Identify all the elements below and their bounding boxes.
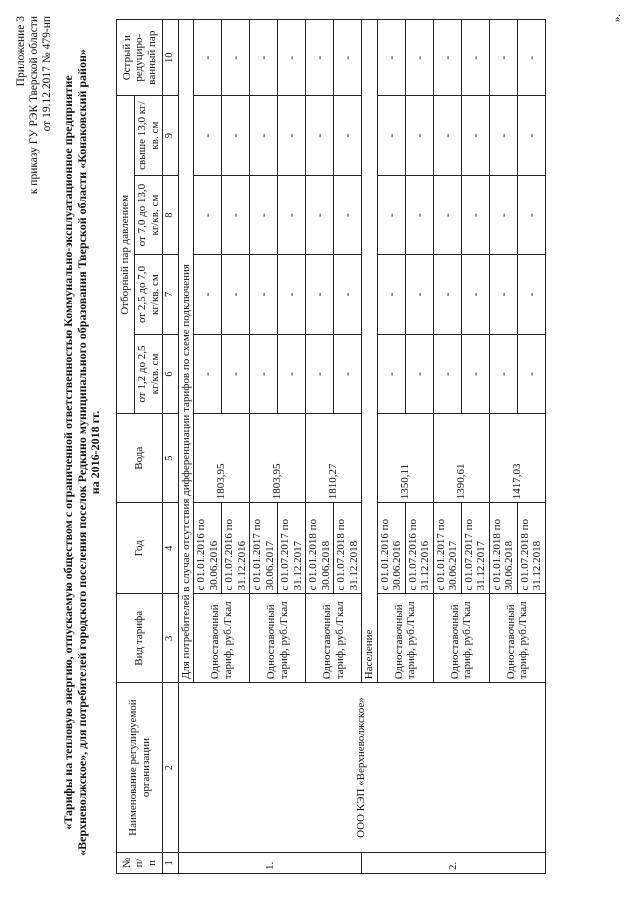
empty-value-dash: - <box>334 96 362 176</box>
empty-value-dash: - <box>278 175 306 254</box>
column-index: 5 <box>163 414 179 503</box>
empty-value-dash: - <box>433 20 461 96</box>
tariff-type: Одноставочный тариф, руб./Гкал <box>250 594 306 683</box>
header-steam-group: Отборный пар давлением <box>117 96 135 414</box>
empty-value-dash: - <box>433 175 461 254</box>
empty-value-dash: - <box>433 96 461 176</box>
column-index: 1 <box>163 852 179 873</box>
tariff-type: Одноставочный тариф, руб./Гкал <box>194 594 250 683</box>
document-title <box>62 20 103 885</box>
empty-value-dash: - <box>194 334 222 413</box>
period-cell: с 01.07.2016 по 31.12.2016 <box>222 503 250 594</box>
title-line-1: «Тарифы на тепловую энергию, отпускаемую обществом с ограниченной ответственностью Коммунально-эксплуатационное предприятие <box>61 75 75 830</box>
empty-value-dash: - <box>334 334 362 413</box>
period-cell: с 01.07.2017 по 31.12.2017 <box>461 503 489 594</box>
tariff-type: Одноставочный тариф, руб./Гкал <box>433 594 489 683</box>
empty-value-dash: - <box>489 20 517 96</box>
empty-value-dash: - <box>377 96 405 176</box>
empty-value-dash: - <box>517 96 545 176</box>
organization-name: ООО КЭП «Верхневолжское» <box>178 683 545 853</box>
empty-value-dash: - <box>306 96 334 176</box>
empty-value-dash: - <box>405 255 433 334</box>
period-cell: с 01.01.2017 по 30.06.2017 <box>433 503 461 594</box>
empty-value-dash: - <box>405 20 433 96</box>
water-tariff-value: 1350,11 <box>377 414 433 503</box>
period-cell: с 01.01.2016 по 30.06.2016 <box>377 503 405 594</box>
period-cell: с 01.01.2016 по 30.06.2016 <box>194 503 222 594</box>
empty-value-dash: - <box>489 175 517 254</box>
empty-value-dash: - <box>517 334 545 413</box>
title-line-3: на 2016-2018 гг. <box>88 410 102 495</box>
period-cell: с 01.07.2016 по 31.12.2016 <box>405 503 433 594</box>
section-number: 2. <box>362 852 546 873</box>
empty-value-dash: - <box>517 175 545 254</box>
period-cell: с 01.07.2018 по 31.12.2018 <box>517 503 545 594</box>
header-steam-3: от 7,0 до 13,0 кг/кв. см <box>135 175 163 254</box>
empty-value-dash: - <box>194 255 222 334</box>
empty-value-dash: - <box>377 255 405 334</box>
header-year: Год <box>117 503 163 594</box>
tariff-table <box>116 19 546 874</box>
empty-value-dash: - <box>278 96 306 176</box>
header-org: Наименование регулируемой организации <box>117 683 163 853</box>
empty-value-dash: - <box>222 96 250 176</box>
column-index: 9 <box>163 96 179 176</box>
period-cell: с 01.01.2017 по 30.06.2017 <box>250 503 278 594</box>
column-index: 7 <box>163 255 179 334</box>
empty-value-dash: - <box>250 175 278 254</box>
column-index: 4 <box>163 503 179 594</box>
period-cell: с 01.01.2018 по 30.06.2018 <box>489 503 517 594</box>
header-tariff: Вид тарифа <box>117 594 163 683</box>
period-cell: с 01.07.2017 по 31.12.2017 <box>278 503 306 594</box>
empty-value-dash: - <box>334 175 362 254</box>
section-title: Население <box>362 20 378 683</box>
empty-value-dash: - <box>489 96 517 176</box>
empty-value-dash: - <box>306 175 334 254</box>
water-tariff-value: 1390,61 <box>433 414 489 503</box>
empty-value-dash: - <box>461 255 489 334</box>
empty-value-dash: - <box>306 334 334 413</box>
column-index: 2 <box>163 683 179 853</box>
header-row-1 <box>117 20 135 874</box>
appendix-date: от 19.12.2017 № 479-нп <box>41 16 53 132</box>
empty-value-dash: - <box>222 20 250 96</box>
empty-value-dash: - <box>377 334 405 413</box>
appendix-order: к приказу ГУ РЭК Тверской области <box>28 16 40 195</box>
empty-value-dash: - <box>489 334 517 413</box>
appendix-reference <box>15 16 54 194</box>
period-cell: с 01.01.2018 по 30.06.2018 <box>306 503 334 594</box>
empty-value-dash: - <box>278 255 306 334</box>
header-sharp-steam: Острый и редуциро-ванный пар <box>117 20 163 96</box>
empty-value-dash: - <box>461 20 489 96</box>
empty-value-dash: - <box>222 175 250 254</box>
empty-value-dash: - <box>250 334 278 413</box>
column-index: 3 <box>163 594 179 683</box>
empty-value-dash: - <box>433 255 461 334</box>
empty-value-dash: - <box>517 255 545 334</box>
empty-value-dash: - <box>405 96 433 176</box>
empty-value-dash: - <box>461 334 489 413</box>
water-tariff-value: 1810,27 <box>306 414 362 503</box>
empty-value-dash: - <box>222 255 250 334</box>
tariff-type: Одноставочный тариф, руб./Гкал <box>306 594 362 683</box>
empty-value-dash: - <box>334 20 362 96</box>
empty-value-dash: - <box>250 20 278 96</box>
empty-value-dash: - <box>278 334 306 413</box>
empty-value-dash: - <box>377 20 405 96</box>
empty-value-dash: - <box>461 96 489 176</box>
period-cell: с 01.07.2018 по 31.12.2018 <box>334 503 362 594</box>
header-water: Вода <box>117 414 163 503</box>
empty-value-dash: - <box>405 175 433 254</box>
empty-value-dash: - <box>194 175 222 254</box>
appendix-label: Приложение 3 <box>15 16 27 87</box>
empty-value-dash: - <box>334 255 362 334</box>
column-index: 10 <box>163 20 179 96</box>
header-num: № п/ п <box>117 852 163 873</box>
column-index-row <box>163 20 179 874</box>
empty-value-dash: - <box>377 175 405 254</box>
title-line-2: «Верхневолжское», для потребителей городского поселения поселок Редкино муниципального образования Тверской области «Конаковский район» <box>74 49 89 856</box>
empty-value-dash: - <box>194 96 222 176</box>
empty-value-dash: - <box>405 334 433 413</box>
empty-value-dash: - <box>489 255 517 334</box>
section-title: Для потребителей в случае отсутствия дифференциации тарифов по схеме подключения <box>178 20 194 683</box>
column-index: 6 <box>163 334 179 413</box>
water-tariff-value: 1417,03 <box>489 414 545 503</box>
water-tariff-value: 1803,95 <box>194 414 250 503</box>
column-index: 8 <box>163 175 179 254</box>
section-number: 1. <box>178 852 362 873</box>
tariff-type: Одноставочный тариф, руб./Гкал <box>489 594 545 683</box>
empty-value-dash: - <box>461 175 489 254</box>
tariff-table-body <box>178 20 545 874</box>
header-steam-4: свыше 13,0 кг/кв. см <box>135 96 163 176</box>
empty-value-dash: - <box>306 20 334 96</box>
empty-value-dash: - <box>517 20 545 96</box>
empty-value-dash: - <box>306 255 334 334</box>
empty-value-dash: - <box>433 334 461 413</box>
tariff-type: Одноставочный тариф, руб./Гкал <box>377 594 433 683</box>
empty-value-dash: - <box>194 20 222 96</box>
empty-value-dash: - <box>278 20 306 96</box>
empty-value-dash: - <box>250 96 278 176</box>
empty-value-dash: - <box>222 334 250 413</box>
section-header-row <box>178 20 194 874</box>
closing-quote: ». <box>611 14 623 23</box>
header-steam-1: от 1,2 до 2,5 кг/кв. см <box>135 334 163 413</box>
header-steam-2: от 2,5 до 7,0 кг/кв. см <box>135 255 163 334</box>
water-tariff-value: 1803,95 <box>250 414 306 503</box>
empty-value-dash: - <box>250 255 278 334</box>
